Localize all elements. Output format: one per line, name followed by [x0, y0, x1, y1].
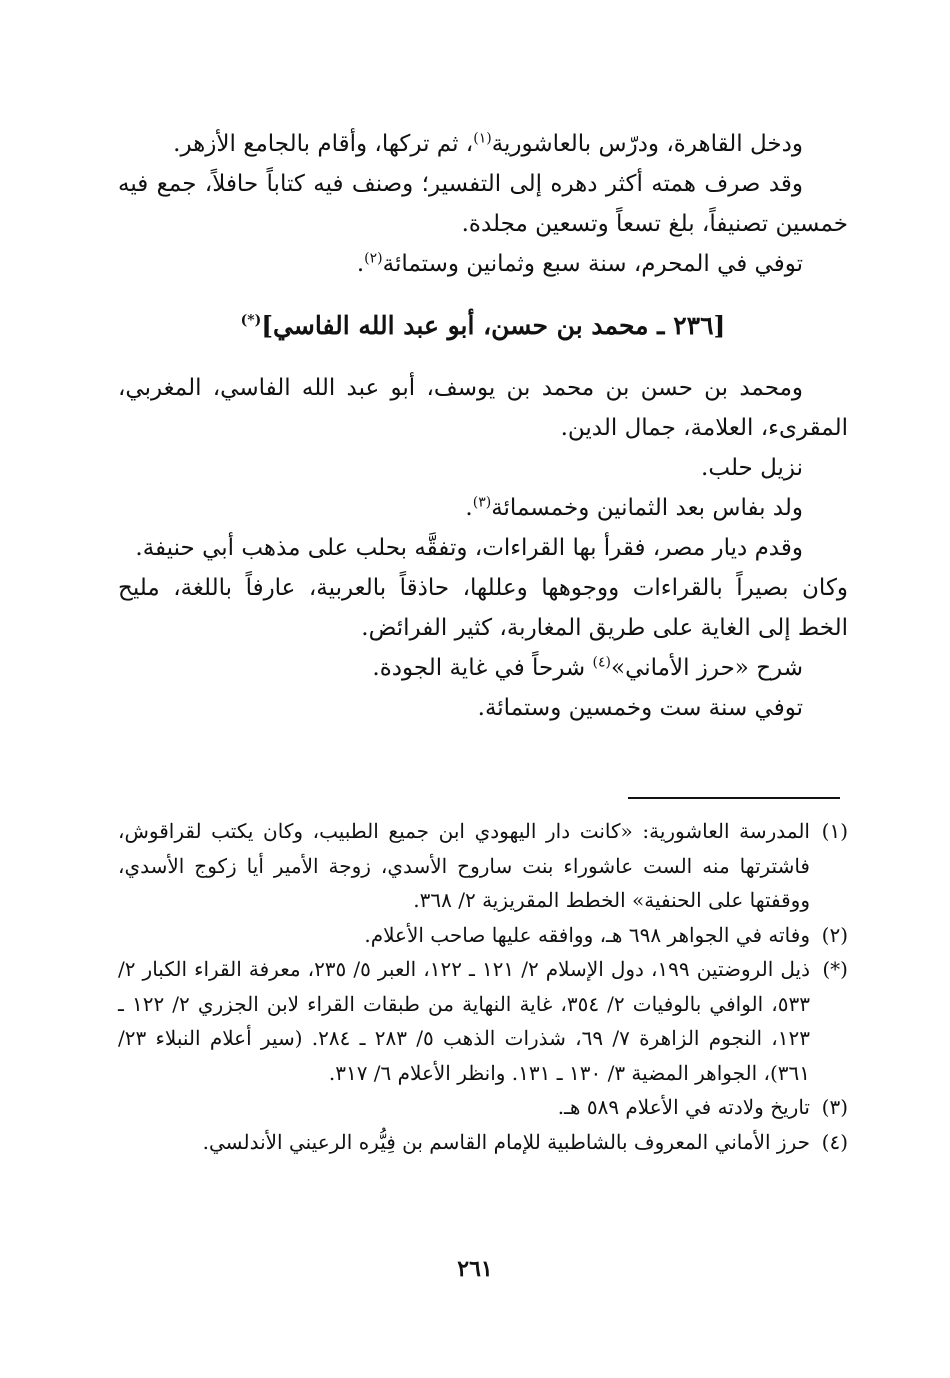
footnote-text: تاريخ ولادته في الأعلام ٥٨٩ هـ. — [557, 1095, 810, 1119]
paragraph — [118, 448, 848, 488]
paragraph-text: توفي في المحرم، سنة سبع وثمانين وستمائة — [382, 251, 803, 277]
paragraph-text: وقدم ديار مصر، فقرأ بها القراءات، وتفقَّه بحلب على مذهب أبي حنيفة. — [135, 535, 803, 561]
footnote-reference[interactable]: (٢) — [364, 250, 383, 267]
paragraph — [118, 488, 848, 528]
paragraph-text: توفي سنة ست وخمسين وستمائة. — [477, 695, 803, 721]
paragraph-text: وكان بصيراً بالقراءات ووجوهها وعللها، حاذقاً بالعربية، عارفاً باللغة، مليح الخط إلى الغاية على طريق المغاربة، كثير الفرائض. — [118, 575, 848, 641]
footnote-text: ذيل الروضتين ١٩٩، دول الإسلام ٢/ ١٢١ ـ ١٢٢، العبر ٥/ ٢٣٥، معرفة القراء الكبار ٢/ ٥٣٣، الوافي بالوفيات ٢/ ٣٥٤، غاية النهاية من طبقات القراء لابن الجزري ٢/ ١٢٢ ـ ١٢٣، النجوم الزاهرة ٧/ ٦٩، شذرات الذهب ٥/ ٢٨٣ ـ ٢٨٤. (سير أعلام النبلاء ٢٣/ ٣٦١)، الجواهر المضية ٣/ ١٣٠ ـ ١٣١. وانظر الأعلام ٦/ ٣١٧. — [118, 957, 810, 1085]
footnote-reference[interactable]: (٤) — [592, 654, 611, 671]
footnote — [118, 1125, 848, 1160]
paragraph — [118, 568, 848, 648]
paragraph-text: نزيل حلب. — [701, 455, 803, 481]
paragraph-text: . — [465, 495, 473, 521]
paragraph-text: شرح «حرز الأماني» — [611, 655, 803, 681]
footnote-mark: (١) — [821, 819, 848, 843]
paragraph — [118, 648, 848, 688]
paragraph — [118, 528, 848, 568]
footnote-mark: (٣) — [821, 1095, 848, 1119]
paragraph-text: . — [356, 251, 365, 277]
paragraph-text: ومحمد بن حسن بن محمد بن يوسف، أبو عبد الله الفاسي، المغربي، المقرىء، العلامة، جمال الدين. — [118, 375, 848, 441]
footnote — [118, 918, 848, 953]
footnote-reference[interactable]: (١) — [473, 130, 492, 147]
paragraph — [118, 244, 848, 284]
footnote — [118, 814, 848, 918]
paragraph-text: ولد بفاس بعد الثمانين وخمسمائة — [491, 495, 803, 521]
paragraph — [118, 124, 848, 164]
footnote-reference[interactable]: (٣) — [472, 494, 492, 511]
footnotes — [118, 814, 848, 1159]
footnote-mark: (٢) — [821, 922, 848, 947]
paragraph-text: شرحاً في غاية الجودة. — [372, 655, 593, 681]
footnote-text: حرز الأماني المعروف بالشاطبية للإمام القاسم بن فِيُّره الرعيني الأندلسي. — [202, 1129, 810, 1154]
footnote-text: المدرسة العاشورية: «كانت دار اليهودي ابن جميع الطبيب، وكان يكتب لقراقوش، فاشترتها منه الست عاشوراء بنت ساروح الأسدي، زوجة الأمير أيا زكوج الأسدي، ووقفتها على الحنفية» الخطط المقريزية ٢/ ٣٦٨. — [118, 819, 810, 912]
entry-heading — [118, 306, 848, 346]
footnote — [118, 1090, 848, 1125]
footnote — [118, 952, 848, 1090]
paragraph — [118, 368, 848, 448]
paragraph-text: ، ثم تركها، وأقام بالجامع الأزهر. — [173, 131, 474, 157]
entry-heading-text: [٢٣٦ ـ محمد بن حسن، أبو عبد الله الفاسي] — [261, 311, 726, 340]
paragraph — [118, 164, 848, 244]
footnote-text: وفاته في الجواهر ٦٩٨ هـ، ووافقه عليها صاحب الأعلام. — [364, 922, 810, 947]
paragraph-text: ودخل القاهرة، ودرّس بالعاشورية — [491, 131, 803, 157]
footnote-mark: (٤) — [821, 1129, 848, 1154]
paragraph — [118, 688, 848, 728]
main-text — [118, 124, 848, 728]
footnote-separator — [628, 797, 840, 799]
page-number: ٢٦١ — [457, 1256, 493, 1282]
footnote-reference[interactable]: (*) — [240, 312, 262, 329]
paragraph-text: وقد صرف همته أكثر دهره إلى التفسير؛ وصنف فيه كتاباً حافلاً، جمع فيه خمسين تصنيفاً، بلغ تسعاً وتسعين مجلدة. — [118, 171, 848, 237]
footnote-mark: (*) — [822, 957, 848, 981]
